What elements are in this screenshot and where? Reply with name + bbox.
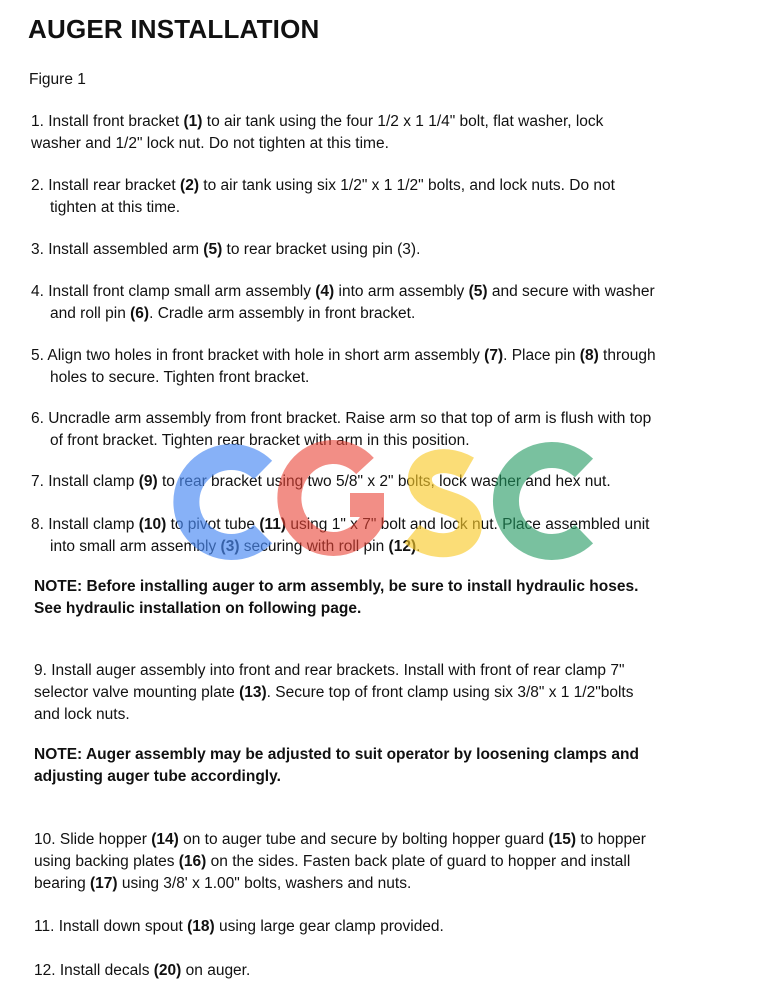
step-9: 9. Install auger assembly into front and rear brackets. Install with front of rear clamp 7" selector valve mounting plate (13). Secure top of front clamp using six 3/8" x 1 1/2"bolts and lock nuts. <box>34 662 634 723</box>
step-10: 10. Slide hopper (14) on to auger tube and secure by bolting hopper guard (15) to hopper using backing plates (16) on the sides. Fasten back plate of guard to hopper and install bearing (17) using 3/8' x 1.00" bolts, washers and nuts. <box>34 831 646 892</box>
step-4: 4. Install front clamp small arm assembly (4) into arm assembly (5) and secure with washer and roll pin (6). Cradle arm assembly in front bracket. <box>31 283 655 322</box>
note-hydraulic-hoses: NOTE: Before installing auger to arm assembly, be sure to install hydraulic hoses. See hydraulic installation on following page. <box>34 578 639 617</box>
step-12: 12. Install decals (20) on auger. <box>34 962 251 979</box>
step-11: 11. Install down spout (18) using large gear clamp provided. <box>34 918 444 935</box>
step-2: 2. Install rear bracket (2) to air tank using six 1/2" x 1 1/2" bolts, and lock nuts. Do not tighten at this time. <box>31 177 615 216</box>
note-auger-adjustment: NOTE: Auger assembly may be adjusted to suit operator by loosening clamps and adjusting auger tube accordingly. <box>34 746 639 785</box>
step-3: 3. Install assembled arm (5) to rear bracket using pin (3). <box>31 241 421 258</box>
page-title: AUGER INSTALLATION <box>28 14 320 44</box>
step-6: 6. Uncradle arm assembly from front bracket. Raise arm so that top of arm is flush with top of front bracket. Tighten rear bracket with arm in this position. <box>31 410 652 449</box>
figure-label: Figure 1 <box>29 71 86 88</box>
step-8: 8. Install clamp (10) to pivot tube (11) using 1" x 7" bolt and lock nut. Place assembled unit into small arm assembly (3) securing with roll pin (12). <box>31 516 650 555</box>
step-1: 1. Install front bracket (1) to air tank using the four 1/2 x 1 1/4" bolt, flat washer, lock washer and 1/2" lock nut. Do not tighten at this time. <box>31 113 604 152</box>
step-5: 5. Align two holes in front bracket with hole in short arm assembly (7). Place pin (8) through holes to secure. Tighten front bracket. <box>31 347 656 386</box>
step-7: 7. Install clamp (9) to rear bracket using two 5/8" x 2" bolts, lock washer and hex nut. <box>31 473 611 490</box>
